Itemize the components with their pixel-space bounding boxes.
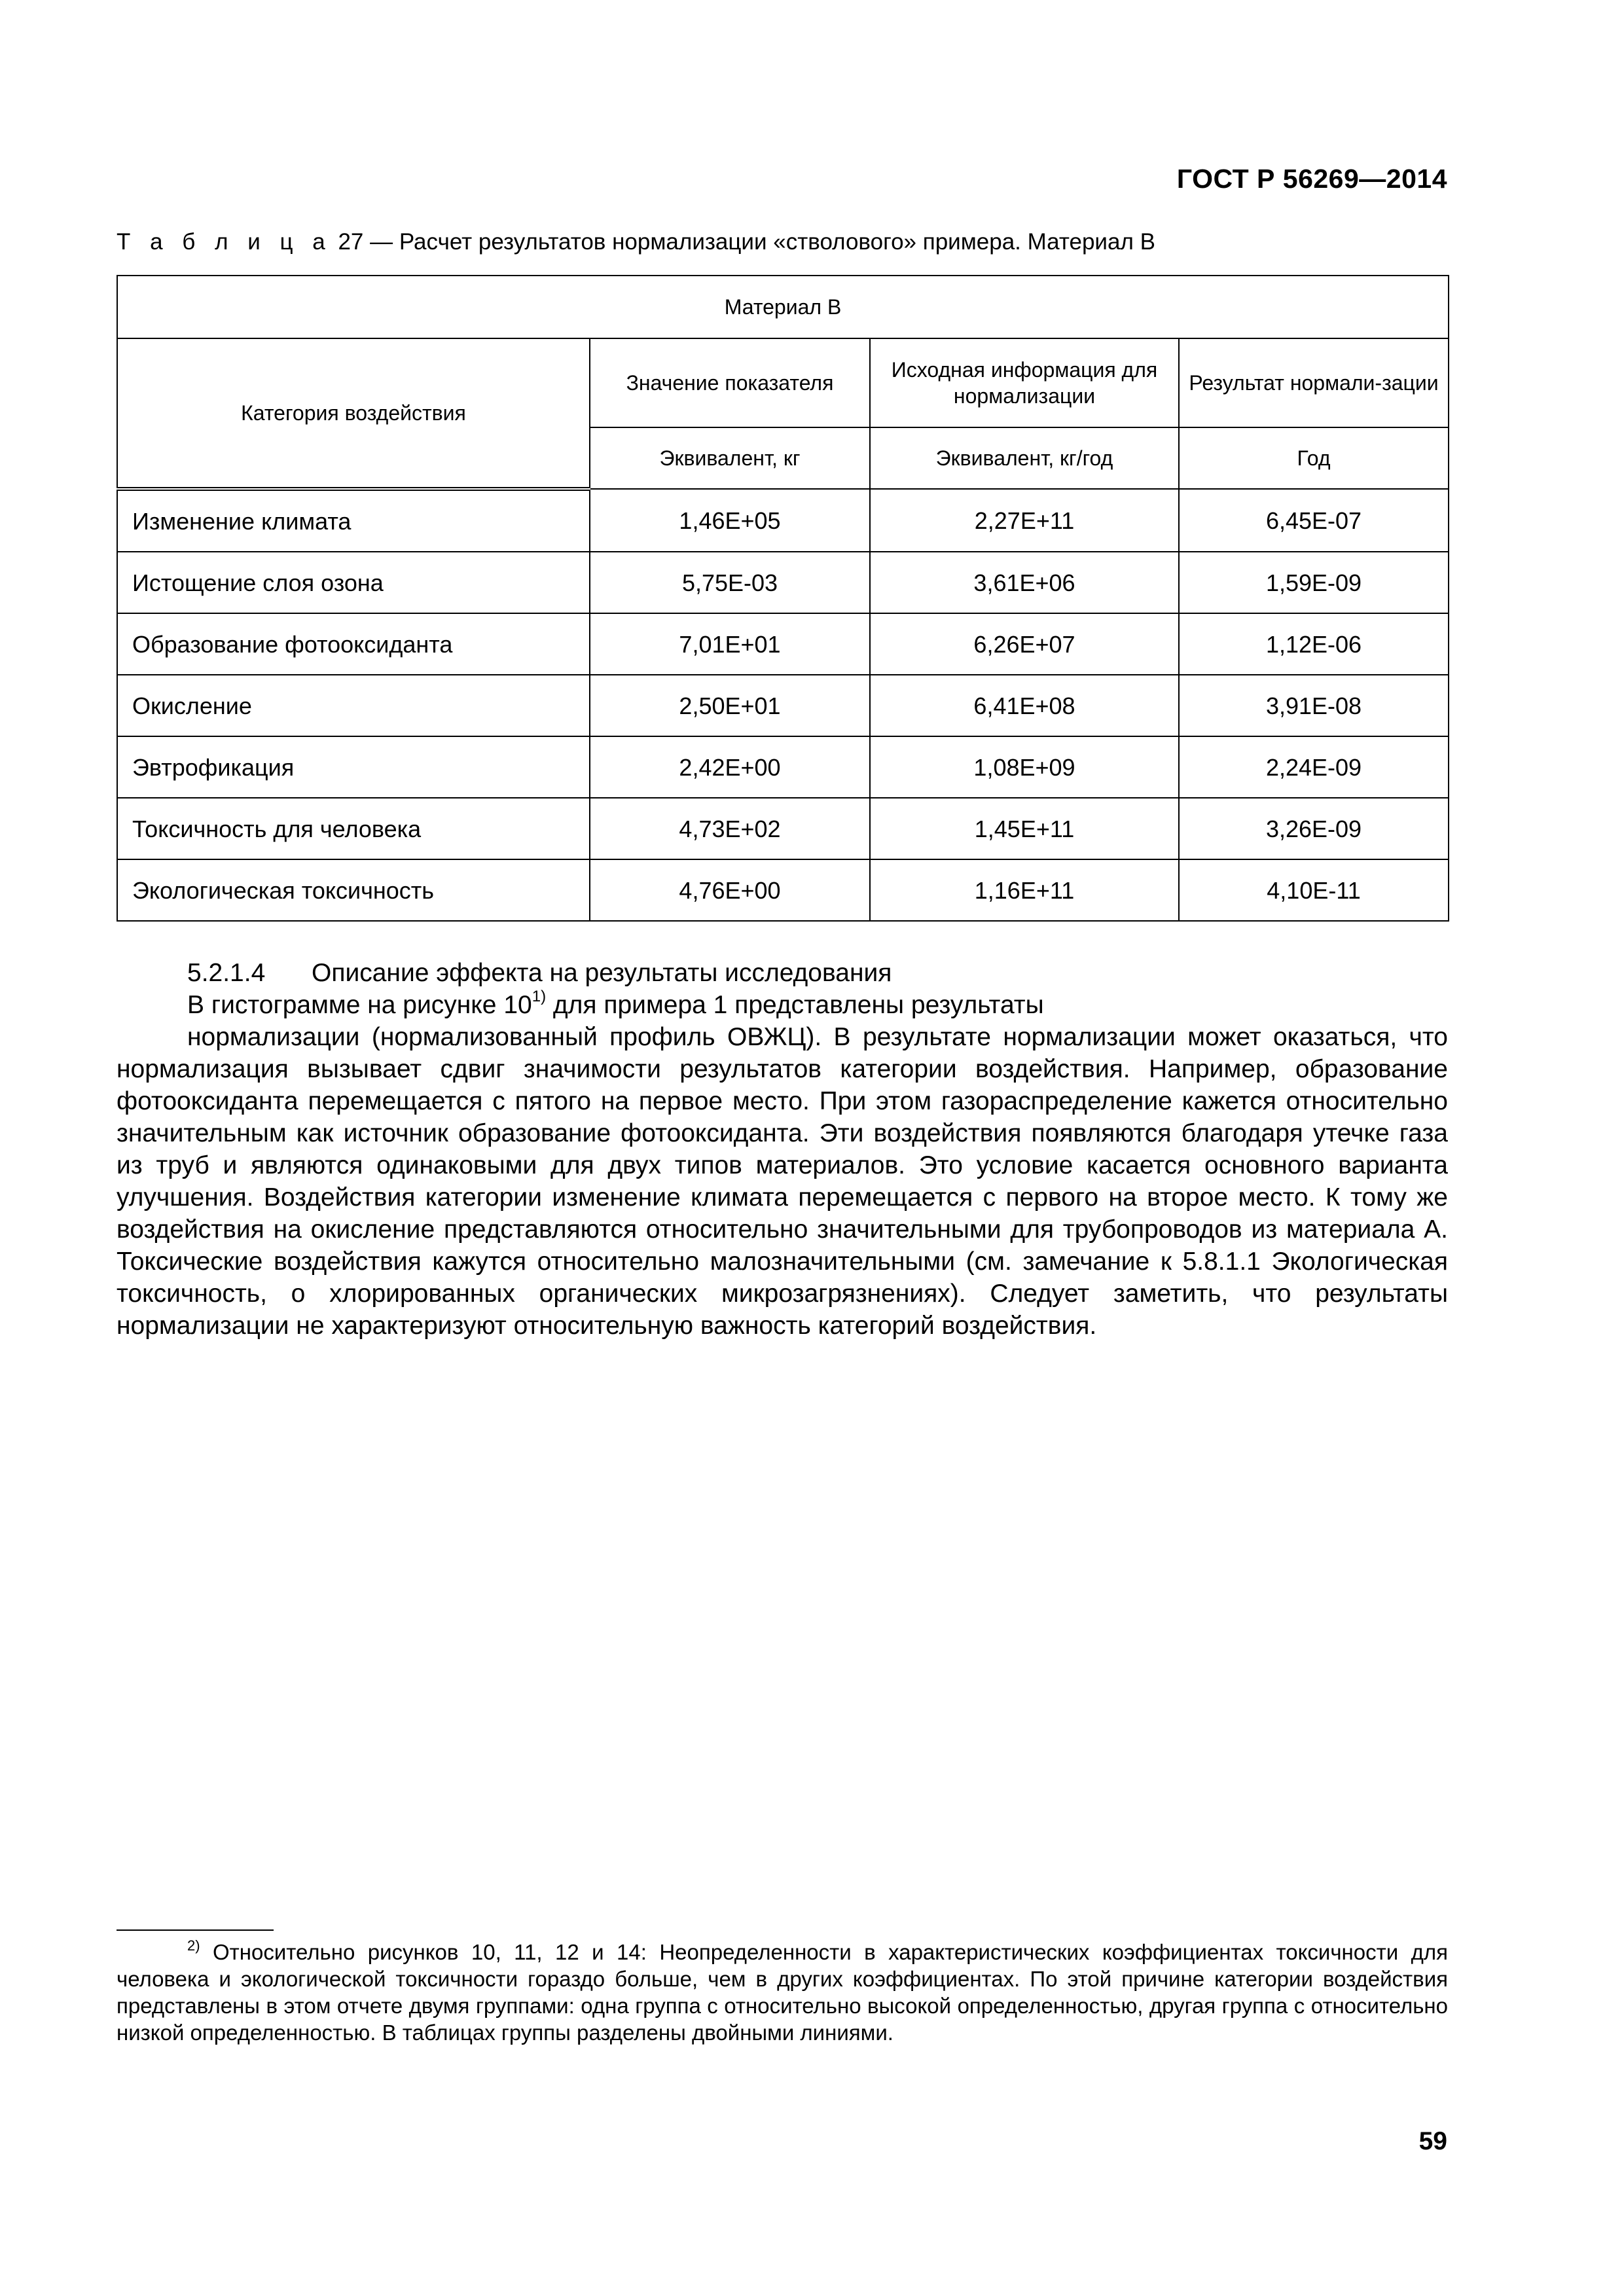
page-number: 59 bbox=[1418, 2127, 1447, 2155]
row-value: 4,76E+00 bbox=[590, 859, 870, 921]
table-caption bbox=[117, 229, 1155, 255]
row-value: 4,73E+02 bbox=[590, 798, 870, 859]
row-category: Истощение слоя озона bbox=[117, 552, 590, 613]
section-heading bbox=[117, 957, 1448, 989]
table-caption-prefix: Т а б л и ц а bbox=[117, 229, 332, 255]
table-row bbox=[117, 613, 1449, 675]
unit-source: Эквивалент, кг/год bbox=[870, 427, 1179, 489]
section-number: 5.2.1.4 bbox=[187, 959, 266, 987]
footnote-divider bbox=[117, 1929, 274, 1931]
row-source: 1,16E+11 bbox=[870, 859, 1179, 921]
table-header-row bbox=[117, 338, 1449, 427]
section-body bbox=[117, 1021, 1448, 1342]
header-category: Категория воздействия bbox=[117, 338, 590, 489]
table-title-row bbox=[117, 276, 1449, 338]
row-category: Токсичность для человека bbox=[117, 798, 590, 859]
table-row bbox=[117, 736, 1449, 798]
table-row bbox=[117, 489, 1449, 552]
row-value: 5,75E-03 bbox=[590, 552, 870, 613]
row-source: 1,45E+11 bbox=[870, 798, 1179, 859]
row-source: 6,41E+08 bbox=[870, 675, 1179, 736]
row-result: 6,45E-07 bbox=[1179, 489, 1449, 552]
row-source: 3,61E+06 bbox=[870, 552, 1179, 613]
row-result: 3,91E-08 bbox=[1179, 675, 1449, 736]
normalization-table bbox=[117, 275, 1449, 922]
footnote-reference: 1) bbox=[532, 988, 547, 1005]
table-title-cell: Материал В bbox=[117, 276, 1449, 338]
row-value: 2,50E+01 bbox=[590, 675, 870, 736]
row-source: 2,27E+11 bbox=[870, 489, 1179, 552]
row-category: Окисление bbox=[117, 675, 590, 736]
header-source: Исходная информация для нормализации bbox=[870, 338, 1179, 427]
unit-result: Год bbox=[1179, 427, 1449, 489]
row-source: 6,26E+07 bbox=[870, 613, 1179, 675]
row-value: 1,46E+05 bbox=[590, 489, 870, 552]
footnote-mark: 2) bbox=[187, 1937, 200, 1954]
row-result: 1,59E-09 bbox=[1179, 552, 1449, 613]
row-category: Эвтрофикация bbox=[117, 736, 590, 798]
section-title: Описание эффекта на результаты исследования bbox=[312, 959, 892, 987]
section-first-line bbox=[117, 989, 1448, 1021]
first-line-text: В гистограмме на рисунке 10 bbox=[187, 991, 532, 1019]
table-row bbox=[117, 552, 1449, 613]
footnote-text: Относительно рисунков 10, 11, 12 и 14: Неопределенности в характеристических коэффициентах токсичности для человека и экологической токсичности гораздо больше, чем в других коэффициентах. По этой причине категории воздействия представлены в этом отчете двумя группами: одна группа с относительно высокой определенностью, другая группа с относительно низкой определенностью. В таблицах группы разделены двойными линиями. bbox=[117, 1940, 1448, 2045]
row-category: Образование фотооксиданта bbox=[117, 613, 590, 675]
footnote bbox=[117, 1939, 1448, 2046]
row-category: Экологическая токсичность bbox=[117, 859, 590, 921]
row-result: 2,24E-09 bbox=[1179, 736, 1449, 798]
table-row bbox=[117, 859, 1449, 921]
row-category: Изменение климата bbox=[117, 489, 590, 552]
header-result: Результат нормали-зации bbox=[1179, 338, 1449, 427]
document-id-header: ГОСТ Р 56269—2014 bbox=[1176, 164, 1447, 194]
row-result: 4,10E-11 bbox=[1179, 859, 1449, 921]
unit-value: Эквивалент, кг bbox=[590, 427, 870, 489]
header-value: Значение показателя bbox=[590, 338, 870, 427]
section-body-text: нормализации (нормализованный профиль ОВЖЦ). В результате нормализации может оказаться, что нормализация вызывает сдвиг значимости результатов категории воздействия. Например, образование фотооксиданта перемещается с пятого на первое место. При этом газораспределение кажется относительно значительным как источник образование фотооксиданта. Эти воздействия появляются благодаря утечке газа из труб и являются одинаковыми для двух типов материалов. Это условие касается основного варианта улучшения. Воздействия категории изменение климата перемещается с первого на второе место. К тому же воздействия на окисление представляются относительно значительными для трубопроводов из материала А. Токсические воздействия кажутся относительно малозначительными (см. замечание к 5.8.1.1 Экологическая токсичность, о хлорированных органических микрозагрязнениях). Следует заметить, что результаты нормализации не характеризуют относительную важность категорий воздействия. bbox=[117, 1023, 1448, 1340]
row-value: 2,42E+00 bbox=[590, 736, 870, 798]
row-source: 1,08E+09 bbox=[870, 736, 1179, 798]
row-result: 1,12E-06 bbox=[1179, 613, 1449, 675]
row-result: 3,26E-09 bbox=[1179, 798, 1449, 859]
table-caption-text: 27 — Расчет результатов нормализации «стволового» примера. Материал В bbox=[331, 229, 1155, 255]
table-row bbox=[117, 675, 1449, 736]
first-line-text-end: для примера 1 представлены результаты bbox=[546, 991, 1044, 1019]
section-text bbox=[117, 957, 1448, 1342]
table-row bbox=[117, 798, 1449, 859]
row-value: 7,01E+01 bbox=[590, 613, 870, 675]
